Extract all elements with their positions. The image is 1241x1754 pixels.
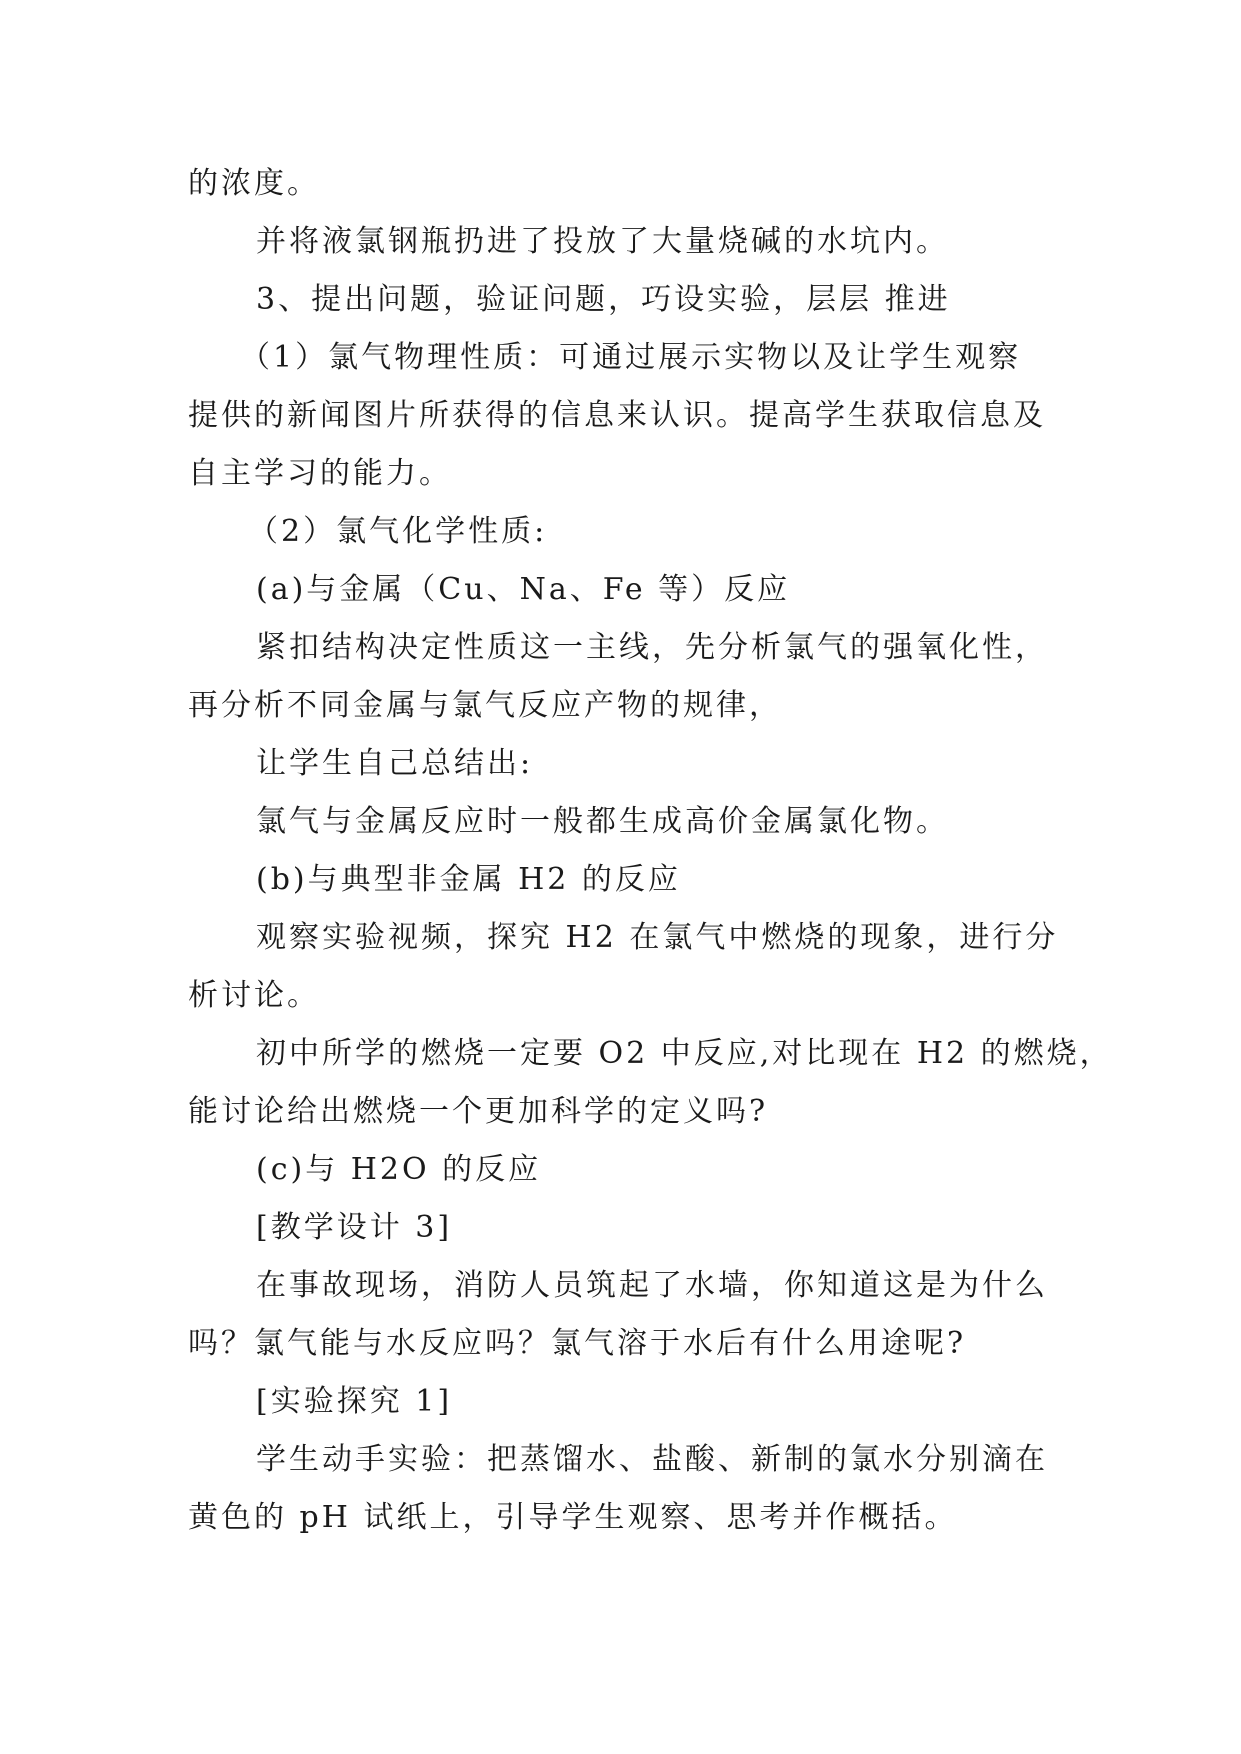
text-line: 3、提出问题，验证问题，巧设实验，层层 推进: [256, 282, 951, 317]
text-line: 的浓度。: [188, 166, 320, 201]
text-line: 并将液氯钢瓶扔进了投放了大量烧碱的水坑内。: [256, 224, 949, 259]
text-line: (b)与典型非金属 H2 的反应: [256, 862, 681, 897]
text-line: 在事故现场，消防人员筑起了水墙，你知道这是为什么: [256, 1268, 1048, 1303]
text-line: 学生动手实验：把蒸馏水、盐酸、新制的氯水分别滴在: [256, 1442, 1048, 1477]
text-line: 初中所学的燃烧一定要 O2 中反应,对比现在 H2 的燃烧，: [256, 1036, 1113, 1071]
text-line: （2）氯气化学性质:: [248, 514, 548, 549]
text-line: 吗？氯气能与水反应吗？氯气溶于水后有什么用途呢?: [188, 1326, 967, 1361]
text-line: 析讨论。: [188, 978, 320, 1013]
text-line: （1）氯气物理性质：可通过展示实物以及让学生观察: [240, 340, 1022, 375]
text-line: 提供的新闻图片所获得的信息来认识。提高学生获取信息及: [188, 398, 1046, 433]
text-line: 再分析不同金属与氯气反应产物的规律，: [188, 688, 782, 723]
text-line: 观察实验视频，探究 H2 在氯气中燃烧的现象，进行分: [256, 920, 1059, 955]
text-line: 紧扣结构决定性质这一主线，先分析氯气的强氧化性，: [256, 630, 1048, 665]
text-line: 让学生自己总结出:: [256, 746, 534, 781]
text-line: (a)与金属（Cu、Na、Fe 等）反应: [256, 572, 791, 607]
text-line: [教学设计 3]: [256, 1210, 453, 1245]
text-line: 氯气与金属反应时一般都生成高价金属氯化物。: [256, 804, 949, 839]
text-line: [实验探究 1]: [256, 1384, 453, 1419]
text-line: 黄色的 pH 试纸上，引导学生观察、思考并作概括。: [188, 1500, 958, 1535]
text-line: 自主学习的能力。: [188, 456, 452, 491]
text-line: (c)与 H2O 的反应: [256, 1152, 542, 1187]
text-line: 能讨论给出燃烧一个更加科学的定义吗?: [188, 1094, 769, 1129]
